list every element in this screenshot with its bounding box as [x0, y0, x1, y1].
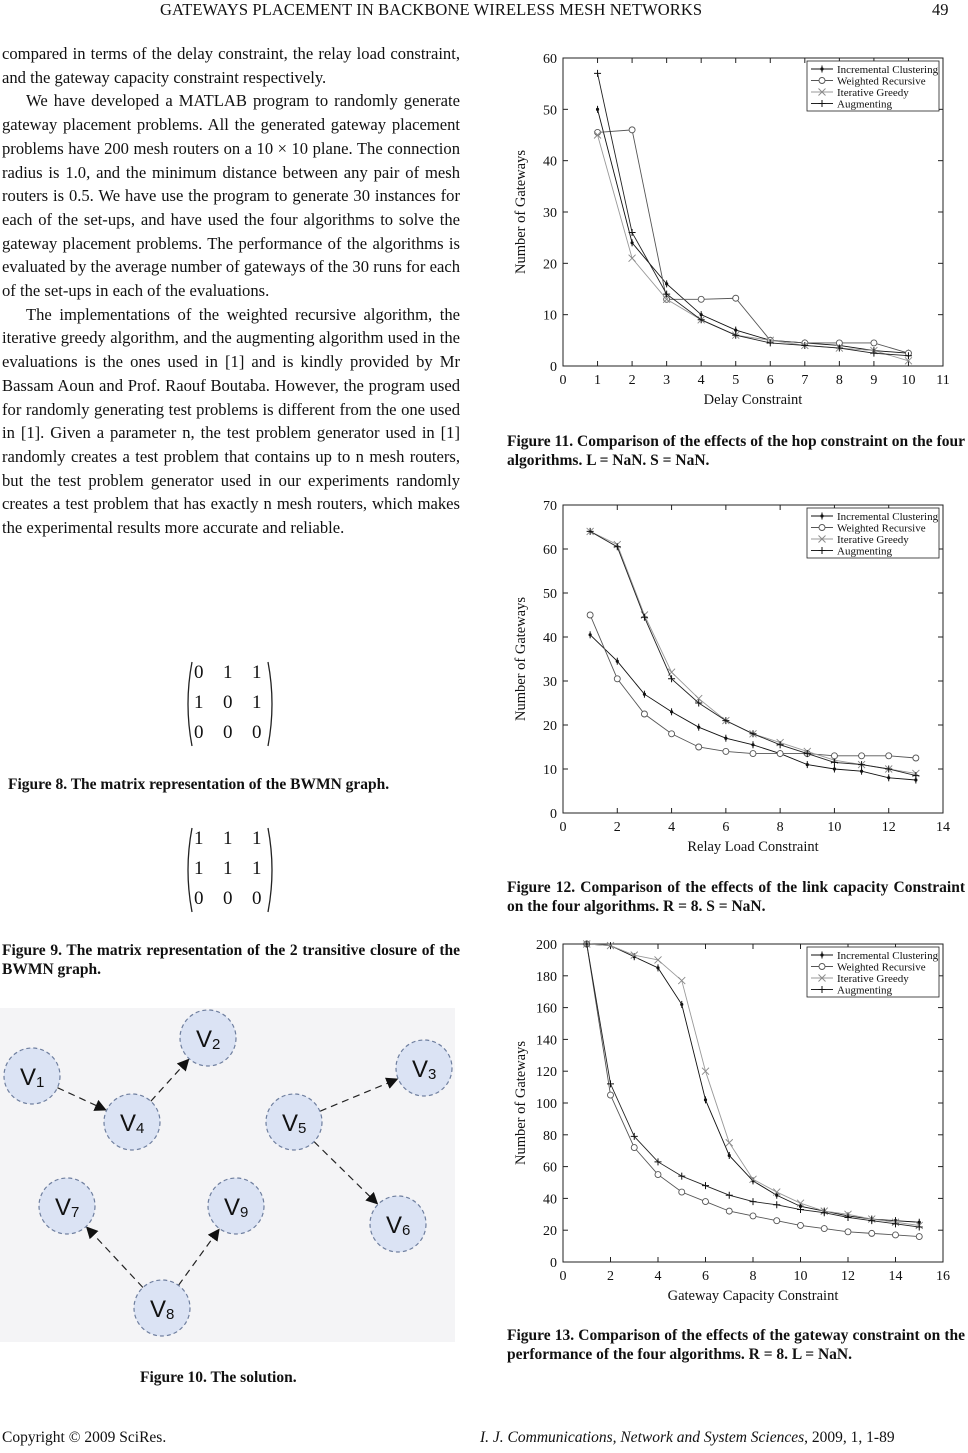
- y-tick-label: 100: [536, 1097, 557, 1112]
- data-point: [587, 612, 593, 618]
- node-label: V8: [150, 1296, 175, 1323]
- page-number: 49: [932, 0, 949, 19]
- x-tick-label: 5: [732, 373, 740, 388]
- y-tick-label: 60: [543, 52, 557, 67]
- y-tick-label: 40: [543, 1192, 557, 1208]
- data-point: [886, 753, 892, 759]
- matrix-cell: 1: [252, 662, 262, 683]
- data-point: [869, 1230, 875, 1236]
- legend-label: Weighted Recursive: [837, 522, 926, 535]
- y-tick-label: 160: [536, 1001, 557, 1017]
- figure8-caption: Figure 8. The matrix representation of the BWMN graph.: [8, 776, 390, 793]
- y-tick-label: 20: [543, 719, 557, 734]
- x-tick-label: 0: [559, 373, 567, 388]
- y-tick-label: 60: [543, 543, 557, 558]
- legend: [807, 947, 939, 997]
- y-tick-label: 180: [536, 969, 557, 985]
- graph-edge: [178, 1229, 219, 1285]
- matrix-cell: 0: [223, 722, 233, 743]
- data-point: [608, 1092, 614, 1098]
- x-tick-label: 8: [776, 820, 784, 835]
- node-label: V4: [120, 1110, 145, 1137]
- figure12-caption: Figure 12. Comparison of the effects of the link capacity Constraint on the four algorithms. R = 8. S = NaN.: [507, 879, 965, 915]
- paragraph-3: The implementations of the weighted recursive algorithm, the iterative greedy algorithm, and the augmenting algorithm used in the evaluations is the ones used in [1] and is kindly provided by Mr Bassam Aoun and Prof. Raouf Boutaba. However, the program used for randomly generating test problems is different from the one used in [1]. Given a parameter n, the test problem generator used in [1] randomly creates a test problem that contains up to n mesh routers, but the test problem generator used in our experiments randomly creates a test problem that has exactly n mesh routers, which makes the experimental results more accurate and reliable.: [2, 304, 460, 538]
- data-point: [859, 753, 865, 759]
- y-tick-label: 20: [543, 257, 557, 273]
- matrix-cell: 0: [223, 692, 233, 713]
- x-axis-label: Delay Constraint: [703, 392, 803, 408]
- x-tick-label: 9: [870, 373, 878, 388]
- y-tick-label: 10: [543, 763, 557, 778]
- data-point: [860, 770, 863, 773]
- x-tick-label: 6: [702, 1269, 709, 1284]
- node-label: V7: [55, 1194, 80, 1221]
- data-point: [833, 767, 836, 770]
- data-point: [724, 737, 727, 740]
- matrix-cell: 1: [223, 828, 233, 849]
- body-text: [2, 42, 460, 540]
- data-point: [665, 282, 668, 285]
- graph-node-v5: [266, 1094, 322, 1150]
- data-point: [821, 1226, 827, 1232]
- legend-label: Weighted Recursive: [837, 961, 926, 974]
- legend: [807, 508, 939, 558]
- node-label: V3: [412, 1056, 437, 1083]
- node-label: V1: [20, 1064, 45, 1091]
- legend-label: Iterative Greedy: [837, 973, 909, 985]
- legend-label: Iterative Greedy: [837, 87, 909, 99]
- x-tick-label: 12: [841, 1269, 855, 1284]
- x-tick-label: 0: [559, 820, 567, 835]
- y-tick-label: 20: [543, 1224, 557, 1240]
- graph-edge: [151, 1060, 189, 1102]
- legend-label: Augmenting: [837, 545, 892, 558]
- x-tick-label: 0: [559, 1269, 567, 1284]
- x-tick-label: 6: [722, 820, 730, 835]
- graph-edge: [320, 1079, 397, 1111]
- y-tick-label: 70: [543, 499, 557, 514]
- matrix-cell: 1: [194, 692, 204, 713]
- matrix-cell: 1: [194, 828, 204, 849]
- node-label: V5: [282, 1110, 307, 1137]
- graph-node-v2: [180, 1010, 236, 1066]
- paragraph-1: compared in terms of the delay constraint, the relay load constraint, and the gateway capacity constraint respectively.: [2, 44, 460, 87]
- x-tick-label: 7: [801, 373, 809, 388]
- x-tick-label: 8: [749, 1269, 757, 1284]
- data-point: [750, 751, 756, 757]
- data-point: [819, 78, 825, 84]
- data-point: [774, 1218, 780, 1224]
- x-tick-label: 10: [827, 820, 842, 835]
- y-tick-label: 0: [550, 807, 557, 822]
- graph-node-v8: [134, 1280, 190, 1336]
- matrix-cell: 1: [252, 828, 262, 849]
- y-axis-label: Number of Gateways: [513, 1040, 529, 1166]
- figure13-caption: Figure 13. Comparison of the effects of the gateway constraint on the performance of the four algorithms. R = 8. L = NaN.: [507, 1327, 965, 1363]
- figure8-matrix: [180, 656, 280, 752]
- y-tick-label: 50: [543, 587, 557, 602]
- x-tick-label: 4: [668, 820, 676, 835]
- figure10-caption: Figure 10. The solution.: [140, 1369, 297, 1386]
- x-tick-label: 2: [613, 820, 621, 835]
- data-point: [655, 1172, 661, 1178]
- data-point: [728, 1154, 731, 1157]
- legend-label: Augmenting: [837, 98, 892, 111]
- data-point: [589, 633, 592, 636]
- footer-journal-name: I. J. Communications, Network and System Sciences: [480, 1429, 805, 1446]
- data-point: [629, 127, 635, 133]
- y-axis-label: Number of Gateways: [513, 149, 529, 275]
- figure10-graph: [0, 1008, 455, 1342]
- data-point: [703, 1199, 709, 1205]
- x-tick-label: 3: [663, 373, 671, 388]
- node-label: V2: [196, 1026, 221, 1053]
- x-tick-label: 12: [881, 820, 896, 835]
- matrix-cell: 0: [194, 888, 204, 909]
- data-point: [696, 744, 702, 750]
- graph-node-v3: [396, 1040, 452, 1096]
- y-tick-label: 120: [536, 1065, 557, 1081]
- data-point: [918, 1221, 921, 1224]
- footer-journal-tail: , 2009, 1, 1-89: [804, 1429, 895, 1446]
- data-point: [704, 1098, 707, 1101]
- y-tick-label: 40: [543, 154, 557, 170]
- data-point: [614, 676, 620, 682]
- data-point: [643, 693, 646, 696]
- figure9-matrix: [180, 822, 280, 918]
- node-label: V6: [386, 1212, 411, 1239]
- graph-edge: [57, 1088, 105, 1110]
- legend-label: Incremental Clustering: [837, 511, 939, 523]
- data-point: [641, 711, 647, 717]
- data-point: [669, 731, 675, 737]
- x-tick-label: 2: [628, 373, 636, 388]
- data-point: [845, 1229, 851, 1235]
- graph-node-v4: [104, 1094, 160, 1150]
- y-axis-label: Number of Gateways: [513, 596, 529, 722]
- matrix-cell: 1: [194, 858, 204, 879]
- x-tick-label: 4: [654, 1269, 662, 1284]
- x-tick-label: 16: [936, 1269, 950, 1284]
- data-point: [698, 296, 704, 302]
- data-point: [916, 1234, 922, 1240]
- figure13-chart: [505, 930, 967, 1310]
- y-tick-label: 140: [536, 1033, 557, 1049]
- data-point: [777, 751, 783, 757]
- data-point: [679, 1189, 685, 1195]
- matrix-cell: 1: [252, 858, 262, 879]
- x-axis-label: Gateway Capacity Constraint: [667, 1288, 839, 1304]
- node-label: V9: [224, 1194, 249, 1221]
- legend-label: Incremental Clustering: [837, 950, 939, 962]
- data-point: [631, 1145, 637, 1151]
- y-tick-label: 60: [543, 1160, 557, 1176]
- graph-node-v6: [370, 1196, 426, 1252]
- y-tick-label: 40: [543, 631, 557, 646]
- x-tick-label: 14: [936, 820, 950, 835]
- x-axis-label: Relay Load Constraint: [687, 839, 819, 855]
- data-point: [798, 1222, 804, 1228]
- x-tick-label: 10: [793, 1269, 808, 1284]
- data-point: [596, 108, 599, 111]
- data-point: [871, 340, 877, 346]
- x-tick-label: 4: [697, 373, 705, 388]
- data-point: [820, 514, 823, 517]
- data-point: [893, 1232, 899, 1238]
- data-point: [700, 313, 703, 316]
- data-point: [670, 710, 673, 713]
- running-title: GATEWAYS PLACEMENT IN BACKBONE WIRELESS MESH NETWORKS: [160, 0, 703, 19]
- data-point: [820, 67, 823, 70]
- y-tick-label: 30: [543, 206, 557, 221]
- graph-node-v7: [39, 1178, 95, 1234]
- legend-label: Weighted Recursive: [837, 75, 926, 88]
- data-point: [734, 328, 737, 331]
- data-point: [819, 964, 825, 970]
- matrix-cell: 1: [252, 692, 262, 713]
- legend-label: Iterative Greedy: [837, 534, 909, 546]
- data-point: [733, 295, 739, 301]
- data-point: [697, 726, 700, 729]
- figure9-caption: Figure 9. The matrix representation of the 2 transitive closure of the BWMN graph.: [2, 942, 460, 978]
- graph-canvas: [0, 1008, 455, 1342]
- figure11-caption: Figure 11. Comparison of the effects of the hop constraint on the four algorithms. L = NaN. S = NaN.: [507, 433, 965, 469]
- footer-copyright: Copyright © 2009 SciRes.: [2, 1429, 167, 1446]
- y-tick-label: 200: [536, 938, 557, 953]
- matrix-cell: 0: [252, 722, 262, 743]
- x-tick-label: 8: [835, 373, 843, 388]
- x-tick-label: 14: [888, 1269, 903, 1284]
- data-point: [726, 1208, 732, 1214]
- x-tick-label: 10: [901, 373, 916, 388]
- x-tick-label: 1: [594, 373, 602, 388]
- data-point: [680, 1003, 683, 1006]
- matrix-cell: 0: [194, 662, 204, 683]
- legend-label: Augmenting: [837, 984, 892, 997]
- matrix-cell: 1: [223, 662, 233, 683]
- matrix-cell: 0: [223, 888, 233, 909]
- legend-label: Incremental Clustering: [837, 64, 939, 76]
- matrix-cell: 0: [252, 888, 262, 909]
- figure12-chart: [505, 487, 967, 862]
- data-point: [751, 743, 754, 746]
- matrix-cell: 0: [194, 722, 204, 743]
- paragraph-2: We have developed a MATLAB program to randomly generate gateway placement problems. All the generated gateway placement problems have 200 mesh routers on a 10 × 10 plane. The connection radius is 1.0, and the minimum distance between any pair of mesh routers is 0.5. We have use the program to generate 30 instances for each of the set-ups, and have used the four algorithms to solve the gateway placement problems. The performance of the algorithms is evaluated by the average number of gateways of the 30 runs for each of the set-ups in each of the evaluations.: [2, 91, 460, 301]
- data-point: [775, 1194, 778, 1197]
- graph-edge: [314, 1142, 377, 1204]
- y-tick-label: 10: [543, 308, 557, 324]
- data-point: [723, 748, 729, 754]
- data-point: [630, 241, 633, 244]
- graph-node-v1: [4, 1048, 60, 1104]
- data-point: [887, 776, 890, 779]
- data-point: [656, 966, 659, 969]
- x-tick-label: 6: [766, 373, 774, 388]
- y-tick-label: 0: [550, 1256, 557, 1271]
- x-tick-label: 11: [936, 373, 950, 388]
- running-header: [0, 0, 968, 22]
- data-point: [750, 1213, 756, 1219]
- y-tick-label: 0: [550, 360, 557, 375]
- y-tick-label: 50: [543, 103, 557, 119]
- data-point: [806, 763, 809, 766]
- data-point: [819, 525, 825, 531]
- footer-journal: [480, 1429, 895, 1447]
- data-point: [616, 660, 619, 663]
- graph-edge: [87, 1227, 143, 1287]
- figure11-chart: [505, 40, 967, 420]
- y-tick-label: 30: [543, 675, 557, 690]
- data-point: [913, 755, 919, 761]
- x-tick-label: 2: [607, 1269, 614, 1284]
- matrix-cell: 1: [223, 858, 233, 879]
- graph-node-v9: [208, 1178, 264, 1234]
- data-point: [820, 953, 823, 956]
- y-tick-label: 80: [543, 1128, 557, 1144]
- legend: [807, 61, 939, 111]
